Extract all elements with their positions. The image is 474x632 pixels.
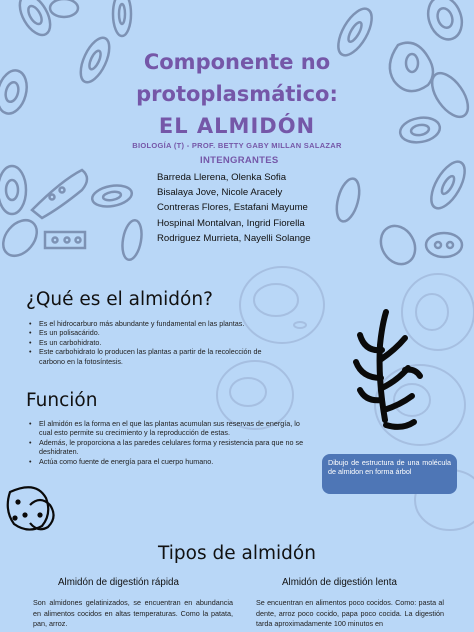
integrantes-label: INTENGRANTES bbox=[200, 155, 279, 166]
title-line-1: Componente no bbox=[143, 50, 331, 74]
member-item: Barreda Llerena, Olenka Sofia bbox=[157, 172, 287, 183]
list-item: • Es un polisacárido. bbox=[27, 328, 272, 337]
cell-icon bbox=[91, 183, 134, 210]
lenta-text: Se encuentran en alimentos poco cocidos. Como: pasta al dente, arroz poco cocido, papa poco cocida. La digestión tarda aproximadamente 100 minutos en bbox=[256, 598, 444, 628]
que-es-list bbox=[27, 319, 272, 366]
cell-icon bbox=[0, 166, 26, 214]
title-line-2: protoplasmático: bbox=[136, 82, 338, 106]
course-subtitle: BIOLOGÍA (T) - PROF. BETTY GABY MILLAN SALAZAR bbox=[132, 141, 342, 150]
member-item: Rodriguez Murrieta, Nayelli Solange bbox=[157, 232, 311, 244]
starch-tree-molecule bbox=[356, 312, 420, 427]
cell-icon bbox=[426, 233, 462, 257]
cell-icon bbox=[422, 0, 467, 44]
list-item: • El almidón es la forma en el que las plantas acumulan sus reservas de energía, lo cual esto permite su crecimiento y la reproducción de estas. bbox=[27, 419, 309, 438]
cell-icon bbox=[45, 232, 85, 248]
member-item: Bisalaya Jove, Nicole Aracely bbox=[157, 187, 283, 199]
member-item: Hospinal Montalvan, Ingrid Fiorella bbox=[157, 217, 305, 229]
molecule-caption: Dibujo de estructura de una molécula de almidon en forma árbol bbox=[322, 454, 457, 494]
plant-cell-icon bbox=[402, 274, 474, 350]
list-item: • Actúa como fuente de energía para el cuerpo humano. bbox=[27, 457, 309, 466]
lenta-heading: Almidón de digestión lenta bbox=[282, 577, 397, 588]
funcion-list bbox=[27, 419, 309, 466]
member-item: Contreras Flores, Estafani Mayume bbox=[157, 202, 308, 214]
list-item: • Este carbohidrato lo producen las plantas a partir de la recolección de carbono en la fotosíntesis. bbox=[27, 347, 272, 366]
cell-icon bbox=[113, 0, 131, 36]
que-es-heading: ¿Qué es el almidón? bbox=[26, 289, 213, 310]
cell-icon bbox=[425, 156, 472, 213]
rapida-text: Son almidones gelatinizados, se encuentran en abundancia en alimentos cocidos en altas temperaturas. Como la patata, pan, arroz. bbox=[33, 598, 233, 628]
cell-icon bbox=[120, 219, 145, 262]
cell-icon bbox=[0, 214, 44, 263]
potato-icon bbox=[8, 487, 54, 529]
cell-icon bbox=[32, 170, 87, 218]
funcion-heading: Función bbox=[26, 390, 98, 411]
rapida-heading: Almidón de digestión rápida bbox=[58, 577, 179, 588]
members-list bbox=[157, 170, 311, 246]
cell-icon bbox=[333, 176, 364, 224]
list-item: • Además, le proporciona a las paredes celulares forma y resistencia para que no se deshidraten. bbox=[27, 438, 309, 457]
tipos-heading: Tipos de almidón bbox=[158, 543, 316, 564]
list-item: • Es el hidrocarburo más abundante y fundamental en las plantas. bbox=[27, 319, 272, 328]
title-line-3: EL ALMIDÓN bbox=[158, 114, 316, 138]
cell-icon bbox=[50, 0, 78, 17]
cell-icon bbox=[374, 220, 422, 271]
list-item: • Es un carbohidrato. bbox=[27, 338, 272, 347]
